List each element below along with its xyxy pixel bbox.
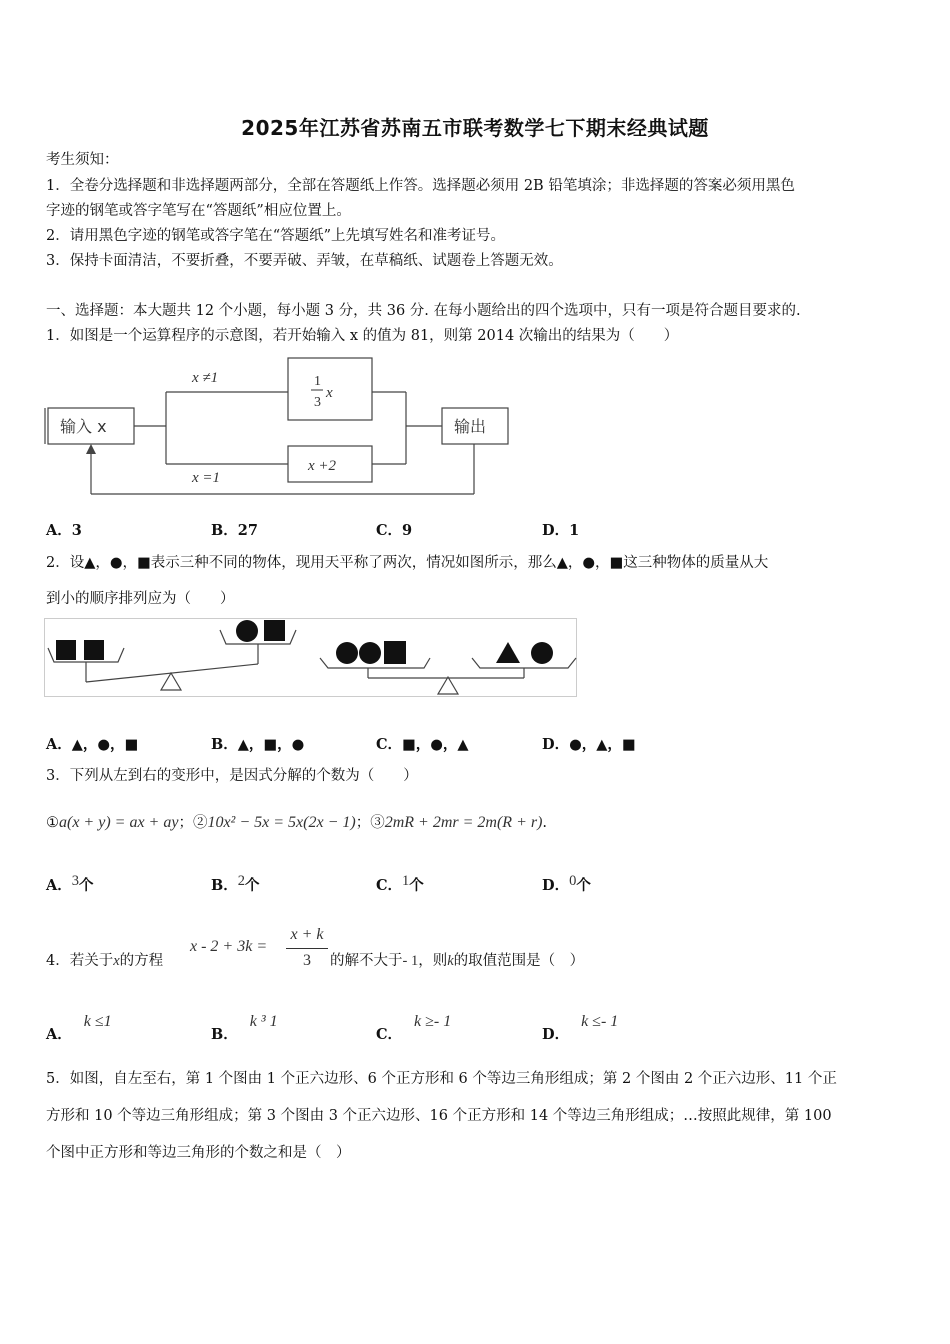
- q3-option-c[interactable]: [376, 874, 424, 895]
- option-label: B．: [211, 1026, 238, 1043]
- q2-stem-2: 到小的顺序排列应为（ ）: [46, 591, 235, 607]
- square-icon: [384, 641, 406, 664]
- cond-bottom: x =1: [192, 470, 221, 486]
- q4-option-a[interactable]: [46, 1010, 112, 1043]
- q3-stem: 3．下列从左到右的变形中，是因式分解的个数为（ ）: [46, 768, 418, 784]
- input-label: 输入 x: [60, 417, 107, 436]
- notice-line-1: 1．全卷分选择题和非选择题两部分，全部在答题纸上作答。选择题必须用 2B 铅笔填涂；非选择题的答案必须用黑色: [46, 178, 795, 194]
- square-icon: [56, 640, 76, 660]
- notice-line-2: 2．请用黑色字迹的钢笔或答字笔在“答题纸”上先填写姓名和准考证号。: [46, 228, 506, 244]
- option-number: 0: [569, 873, 577, 889]
- notice-heading: 考生须知：: [46, 152, 119, 168]
- q3-sep-1: ；②: [178, 815, 208, 831]
- q3-num-1: ①: [46, 815, 59, 831]
- option-expr: k ≤- 1: [581, 1013, 619, 1030]
- box-bottom-label: x +2: [308, 458, 337, 474]
- option-unit: 个: [576, 877, 591, 894]
- q4-var-k: k: [447, 953, 454, 969]
- frac-var: x: [326, 385, 333, 401]
- q2-stem-1: 2．设▲，●，■表示三种不同的物体，现用天平称了两次，情况如图所示，那么▲，●，■这三种物体的质量从大: [46, 555, 769, 571]
- option-label: D．: [542, 877, 570, 894]
- q1-flow-diagram: [40, 352, 520, 502]
- option-unit: 个: [409, 877, 424, 894]
- q5-line-1: 5．如图，自左至右，第 1 个图由 1 个正六边形、6 个正方形和 6 个等边三角形组成；第 2 个图由 2 个正六边形、11 个正: [46, 1071, 837, 1087]
- q3-expr-1: a(x + y) = ax + ay: [59, 814, 179, 831]
- option-number: 2: [237, 873, 246, 889]
- circle-icon: [531, 642, 553, 664]
- option-label: C．: [376, 877, 403, 894]
- q4-text: 的解不大于: [330, 953, 403, 969]
- q3-expressions: [46, 810, 547, 836]
- q2-balance-figure: [44, 618, 578, 698]
- option-expr: k ≥- 1: [414, 1013, 452, 1030]
- output-label: 输出: [454, 417, 487, 436]
- option-unit: 个: [245, 877, 260, 894]
- q4-frac-num: x + k: [290, 926, 324, 943]
- q3-expr-3: 2mR + 2mr = 2m(R + r): [384, 814, 543, 831]
- q4-option-d[interactable]: [542, 1010, 619, 1043]
- q3-end: .: [542, 815, 548, 831]
- q4-option-c[interactable]: [376, 1010, 452, 1043]
- q4-stem: [46, 949, 163, 974]
- notice-line-3: 3．保持卡面清洁，不要折叠，不要弄破、弄皱，在草稿纸、试题卷上答题无效。: [46, 253, 563, 269]
- q5-line-3: 个图中正方形和等边三角形的个数之和是（ ）: [46, 1145, 351, 1161]
- option-label: C．: [376, 1026, 403, 1043]
- q1-option-a[interactable]: A．3: [46, 522, 82, 539]
- q3-sep-2: ；③: [355, 815, 385, 831]
- triangle-icon: [496, 642, 520, 663]
- option-number: 3: [71, 873, 80, 889]
- frac-num: 1: [314, 374, 321, 389]
- q4-text: ，则: [418, 953, 448, 969]
- arrow-up-icon: [86, 444, 96, 454]
- q3-option-b[interactable]: [211, 874, 260, 895]
- q4-frac-bar: [286, 948, 328, 949]
- q4-frac-den: 3: [303, 952, 311, 969]
- option-unit: 个: [79, 877, 94, 894]
- section-heading: 一、选择题：本大题共 12 个小题，每小题 3 分，共 36 分. 在每小题给出的四个选项中，只有一项是符合题目要求的.: [46, 303, 801, 319]
- q4-text: 的取值范围是（ ）: [453, 953, 585, 969]
- q4-neg-one: - 1: [402, 953, 419, 969]
- q3-option-d[interactable]: [542, 874, 591, 895]
- option-label: D．: [542, 1026, 570, 1043]
- q5-line-2: 方形和 10 个等边三角形组成；第 3 个图由 3 个正六边形、16 个正方形和 14 个等边三角形组成；…按照此规律，第 100: [46, 1108, 832, 1124]
- q4-stem-rest: [330, 949, 584, 974]
- notice-line-1b: 字迹的钢笔或答字笔写在“答题纸”相应位置上。: [46, 203, 351, 219]
- square-icon: [264, 620, 285, 641]
- q3-option-a[interactable]: [46, 874, 94, 895]
- q1-option-c[interactable]: C．9: [376, 522, 413, 539]
- q4-var-x: x: [113, 953, 120, 969]
- option-label: A．: [46, 1026, 72, 1043]
- option-number: 1: [402, 873, 410, 889]
- cond-top: x ≠1: [192, 370, 219, 386]
- option-label: B．: [211, 877, 238, 894]
- q1-option-d[interactable]: D．1: [542, 522, 580, 539]
- option-expr: k ³ 1: [249, 1013, 278, 1030]
- q3-expr-2: 10x² − 5x = 5x(2x − 1): [207, 814, 356, 831]
- page-title: 2025年江苏省苏南五市联考数学七下期末经典试题: [241, 116, 709, 140]
- circle-icon: [236, 620, 258, 642]
- q4-text: 4．若关于: [46, 953, 114, 969]
- option-expr: k ≤1: [83, 1013, 112, 1030]
- q2-option-c[interactable]: C．■，●，▲: [376, 736, 469, 753]
- q4-option-b[interactable]: [211, 1010, 278, 1043]
- q2-option-d[interactable]: D．●，▲，■: [542, 736, 636, 753]
- q1-option-b[interactable]: B．27: [211, 522, 258, 539]
- q4-text: 的方程: [119, 953, 164, 969]
- circle-icon: [336, 642, 358, 664]
- square-icon: [84, 640, 104, 660]
- q2-option-a[interactable]: A．▲，●，■: [46, 736, 139, 753]
- q1-stem: 1．如图是一个运算程序的示意图，若开始输入 x 的值为 81，则第 2014 次输出的结果为（ ）: [46, 328, 679, 344]
- circle-icon: [359, 642, 381, 664]
- q4-eq-left: x - 2 + 3k =: [190, 938, 268, 955]
- frac-den: 3: [314, 395, 321, 410]
- option-label: A．: [46, 877, 72, 894]
- q2-option-b[interactable]: B．▲，■，●: [211, 736, 305, 753]
